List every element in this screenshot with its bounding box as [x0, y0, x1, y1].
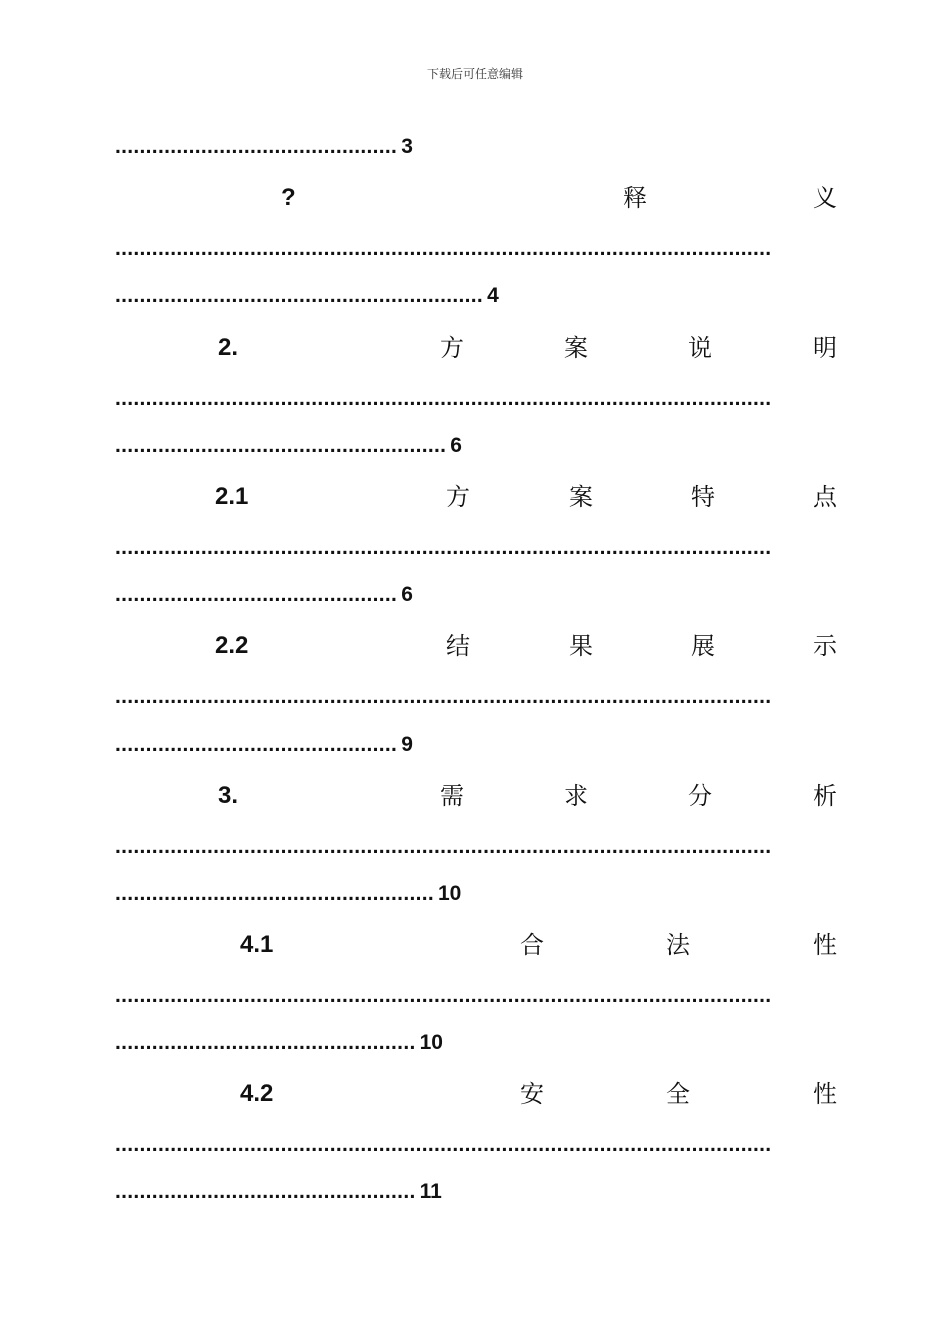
- toc-section-number: 4.1: [240, 931, 274, 958]
- leader-dots: ...........................................................................................................: [115, 835, 772, 858]
- toc-leader-line: [115, 1131, 837, 1159]
- toc-section-number: 3.: [218, 782, 239, 809]
- toc-heading-char: 性: [813, 1080, 837, 1108]
- toc-heading-char: 全: [666, 1080, 690, 1108]
- toc-leader-line[interactable]: [115, 432, 462, 460]
- toc-heading-char: 方: [440, 334, 464, 362]
- toc-heading-requirements-analysis[interactable]: [115, 780, 837, 812]
- toc-heading-plan-features[interactable]: [115, 481, 837, 513]
- toc-heading-char: 特: [691, 483, 715, 511]
- toc-heading-char: 释: [623, 184, 647, 212]
- toc-heading-char: 说: [688, 334, 712, 362]
- leader-dots: ...........................................................................................................: [115, 387, 772, 410]
- toc-heading-security[interactable]: [115, 1078, 837, 1110]
- leader-dots: ...........................................................................................................: [115, 536, 772, 559]
- leader-dots: ..............................................: [115, 135, 398, 158]
- toc-leader-line[interactable]: [115, 133, 413, 161]
- toc-leader-line: [115, 385, 837, 413]
- toc-section-number: ?: [281, 184, 296, 211]
- toc-section-number: 2.2: [215, 632, 249, 659]
- toc-heading-char: 展: [691, 632, 715, 660]
- toc-page-number: 11: [419, 1180, 442, 1203]
- leader-dots: ...........................................................................................................: [115, 1133, 772, 1156]
- toc-heading-char: 明: [813, 334, 837, 362]
- toc-page-number: 6: [450, 434, 462, 457]
- leader-dots: ...........................................................................................................: [115, 237, 772, 260]
- toc-heading-char: 需: [440, 782, 464, 810]
- toc-leader-line[interactable]: [115, 581, 413, 609]
- leader-dots: ...........................................................................................................: [115, 685, 772, 708]
- leader-dots: ...........................................................................................................: [115, 984, 772, 1007]
- toc-leader-line[interactable]: [115, 731, 413, 759]
- leader-dots: ..............................................: [115, 733, 398, 756]
- toc-leader-line: [115, 833, 837, 861]
- toc-heading-results-display[interactable]: [115, 630, 837, 662]
- toc-leader-line[interactable]: [115, 1178, 442, 1206]
- toc-page-number: 10: [438, 882, 462, 905]
- toc-leader-line[interactable]: [115, 1029, 443, 1057]
- toc-heading-char: 案: [569, 483, 593, 511]
- toc-heading-char: 求: [564, 782, 588, 810]
- toc-heading-definitions[interactable]: [115, 182, 837, 214]
- toc-page-number: 10: [419, 1031, 443, 1054]
- toc-heading-char: 合: [520, 931, 544, 959]
- toc-page-number: 4: [487, 284, 499, 307]
- toc-leader-line: [115, 534, 837, 562]
- toc-heading-legality[interactable]: [115, 929, 837, 961]
- toc-leader-line: [115, 683, 837, 711]
- leader-dots: .................................................: [115, 1031, 416, 1054]
- toc-heading-char: 安: [520, 1080, 544, 1108]
- toc-heading-char: 义: [813, 184, 837, 212]
- toc-heading-char: 性: [813, 931, 837, 959]
- toc-heading-char: 法: [666, 931, 690, 959]
- toc-heading-char: 示: [813, 632, 837, 660]
- toc-page-number: 6: [401, 583, 413, 606]
- leader-dots: ......................................................: [115, 434, 447, 457]
- toc-section-number: 2.: [218, 334, 239, 361]
- page-header: 下载后可任意编辑: [426, 67, 523, 81]
- toc-page-number: 3: [401, 135, 413, 158]
- leader-dots: ..............................................: [115, 583, 398, 606]
- toc-leader-line[interactable]: [115, 880, 461, 908]
- toc-heading-char: 方: [446, 483, 470, 511]
- toc-heading-char: 分: [688, 782, 712, 810]
- toc-heading-char: 点: [813, 483, 837, 511]
- toc-section-number: 2.1: [215, 483, 249, 510]
- toc-leader-line: [115, 982, 837, 1010]
- toc-heading-char: 结: [446, 632, 470, 660]
- toc-heading-char: 果: [569, 632, 593, 660]
- toc-leader-line: [115, 235, 837, 263]
- toc-heading-char: 析: [813, 782, 837, 810]
- toc-section-number: 4.2: [240, 1080, 274, 1107]
- toc-heading-plan-description[interactable]: [115, 332, 837, 364]
- leader-dots: .................................................: [115, 1180, 416, 1203]
- toc-page-number: 9: [401, 733, 413, 756]
- toc-heading-char: 案: [564, 334, 588, 362]
- leader-dots: ....................................................: [115, 882, 434, 905]
- leader-dots: ............................................................: [115, 284, 484, 307]
- toc-leader-line[interactable]: [115, 282, 499, 310]
